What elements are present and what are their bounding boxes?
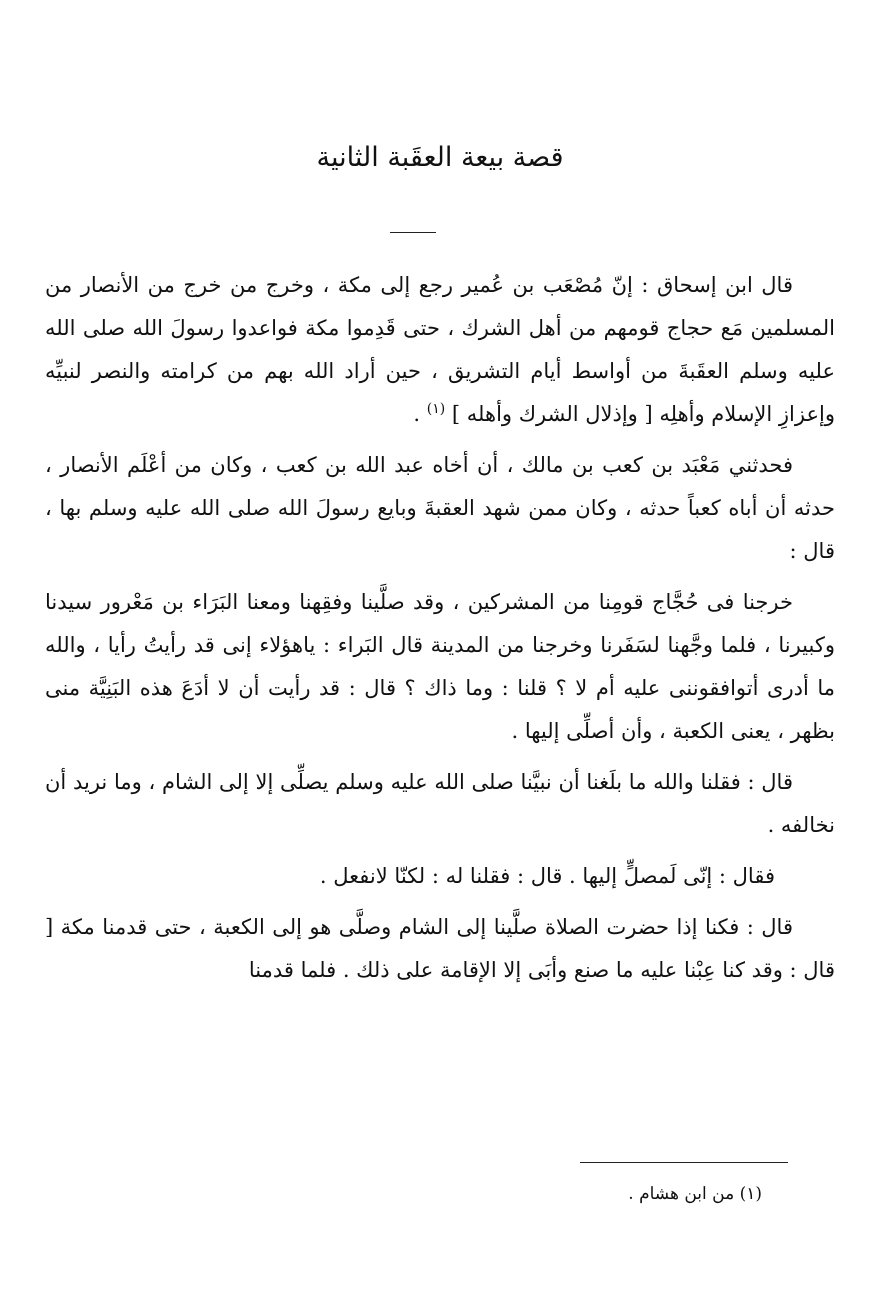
paragraph-end: .	[413, 402, 421, 426]
footnote-marker: (١)	[426, 401, 446, 417]
title-divider	[390, 232, 436, 233]
body-text	[45, 264, 835, 1000]
paragraph	[45, 264, 835, 436]
paragraph: قال : فقلنا والله ما بلَغنا أن نبيَّنا صلى الله عليه وسلم يصلِّى إلا إلى الشام ، وما نريد أن نخالفه .	[45, 770, 835, 837]
paragraph: فقال : إنّى لَمصلٍّ إليها . قال : فقلنا له : لكنّا لانفعل .	[319, 864, 775, 888]
footnote-divider	[580, 1162, 788, 1163]
footnote: (١) من ابن هشام .	[628, 1184, 762, 1204]
paragraph: قال : فكنا إذا حضرت الصلاة صلَّينا إلى الشام وصلَّى هو إلى الكعبة ، حتى قدمنا مكة [ قال : وقد كنا عِبْنا عليه ما صنع وأبَى إلا الإقامة على ذلك . فلما قدمنا	[45, 915, 835, 982]
paragraph-text: قال ابن إسحاق : إنّ مُصْعَب بن عُمير رجع إلى مكة ، وخرج من خرج من الأنصار من المسلمين مَع حجاج قومهم من أهل الشرك ، حتى قَدِموا مكة فواعدوا رسولَ الله صلى الله عليه وسلم العقَبةَ من أواسط أيام التشريق ، حين أراد الله بهم من كرامته والنصر لنبيِّه وإعزازِ الإسلام وأهلِه [ وإذلال الشرك وأهله ]	[45, 273, 835, 426]
chapter-title: قصة بيعة العقَبة الثانية	[316, 142, 564, 173]
paragraph: خرجنا فى حُجَّاج قومِنا من المشركين ، وقد صلَّينا وفقِهنا ومعنا البَرَاء بن مَعْرور سيدنا وكبيرنا ، فلما وجَّهنا لسَفَرنا وخرجنا من المدينة قال البَراء : ياهؤلاء إنى قد رأيتُ رأيا ، والله ما أدرى أتوافقوننى عليه أم لا ؟ قلنا : وما ذاك ؟ قال : قد رأيت أن لا أدَعَ هذه البَنِيَّة منى بظهر ، يعنى الكعبة ، وأن أصلِّى إليها .	[45, 590, 835, 743]
paragraph: فحدثني مَعْبَد بن كعب بن مالك ، أن أخاه عبد الله بن كعب ، وكان من أعْلَم الأنصار ، حدثه أن أباه كعباً حدثه ، وكان ممن شهد العقبةَ وبايع رسولَ الله صلى الله عليه وسلم بها ، قال :	[45, 453, 835, 563]
